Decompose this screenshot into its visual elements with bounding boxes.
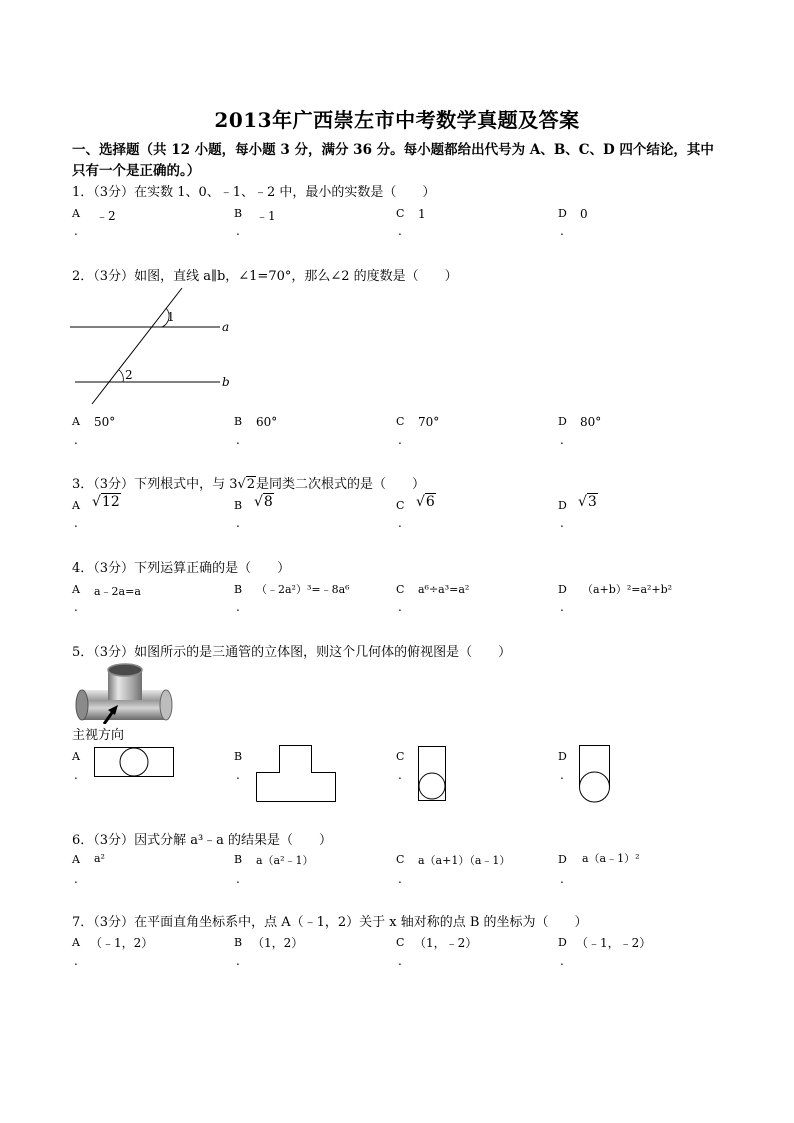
option-d-letter[interactable]: D: [558, 750, 567, 763]
radical-sign-icon: √: [237, 477, 246, 492]
question-4-stem: 下列运算正确的是（ ）: [134, 561, 291, 576]
option-b-letter[interactable]: B: [234, 750, 243, 763]
q2-option-c[interactable]: 70°: [418, 415, 440, 429]
question-5: 5．（3分）如图所示的是三通管的立体图，则这个几何体的俯视图是（ ）: [72, 645, 512, 660]
q3-option-c[interactable]: √6: [416, 494, 435, 510]
option-dot: .: [398, 516, 402, 530]
q4-option-d[interactable]: （a+b）²=a²+b²: [582, 583, 673, 596]
option-c-letter[interactable]: C: [396, 415, 405, 428]
tee-left-opening: [76, 690, 88, 720]
option-c-letter[interactable]: C: [396, 853, 405, 866]
option-a-letter[interactable]: A: [72, 499, 80, 512]
q3-option-d[interactable]: √3: [578, 494, 597, 510]
option-dot: .: [236, 224, 240, 238]
option-d-letter[interactable]: D: [558, 415, 567, 428]
option-dot: .: [74, 600, 78, 614]
question-3: 3．（3分）下列根式中，与 3√2是同类二次根式的是（ ）: [72, 477, 426, 492]
option-dot: .: [74, 954, 78, 968]
option-c-letter[interactable]: C: [396, 207, 405, 220]
question-5-stem: 如图所示的是三通管的立体图，则这个几何体的俯视图是（ ）: [134, 645, 512, 660]
q3-option-a[interactable]: √12: [92, 494, 120, 510]
q7-option-d[interactable]: （﹣1，﹣2）: [576, 936, 652, 950]
option-dot: .: [560, 954, 564, 968]
question-1: 1．（3分）在实数 1、0、﹣1、﹣2 中，最小的实数是（ ）: [72, 185, 436, 200]
option-dot: .: [398, 768, 402, 782]
option-c-letter[interactable]: C: [396, 583, 405, 596]
option-dot: .: [560, 600, 564, 614]
option-dot: .: [398, 433, 402, 447]
option-d-letter[interactable]: D: [558, 207, 567, 220]
q2-option-b[interactable]: 60°: [256, 415, 278, 429]
option-dot: .: [398, 872, 402, 886]
q7-option-a[interactable]: （﹣1，2）: [90, 936, 154, 950]
page-title: 2013年广西崇左市中考数学真题及答案: [214, 108, 580, 132]
tee-pipe-image: [74, 662, 174, 724]
option-dot: .: [560, 224, 564, 238]
angle-1-label: 1: [167, 310, 175, 324]
option-b-letter[interactable]: B: [234, 207, 243, 220]
tee-top-opening: [108, 664, 142, 676]
q1-option-a[interactable]: ﹣2: [96, 209, 116, 223]
q6-option-d[interactable]: a（a﹣1）²: [582, 852, 640, 865]
angle-2-arc: [119, 370, 123, 382]
option-dot: .: [74, 224, 78, 238]
option-a-letter[interactable]: A: [72, 853, 80, 866]
q1-option-b[interactable]: ﹣1: [256, 209, 276, 223]
option-dot: .: [236, 433, 240, 447]
q4-option-a[interactable]: a﹣2a=a: [94, 585, 141, 598]
option-a-letter[interactable]: A: [72, 583, 80, 596]
option-dot: .: [398, 600, 402, 614]
option-d-letter[interactable]: D: [558, 853, 567, 866]
q4-option-b[interactable]: （﹣2a²）³=﹣8a⁶: [256, 583, 350, 596]
option-dot: .: [236, 516, 240, 530]
option-dot: .: [236, 954, 240, 968]
option-c-letter[interactable]: C: [396, 936, 405, 949]
option-dot: .: [236, 600, 240, 614]
option-dot: .: [74, 516, 78, 530]
option-dot: .: [236, 872, 240, 886]
option-d-letter[interactable]: D: [558, 499, 567, 512]
option-b-letter[interactable]: B: [234, 936, 243, 949]
option-a-letter[interactable]: A: [72, 415, 80, 428]
line-b-label: b: [222, 375, 230, 389]
option-c-letter[interactable]: C: [396, 750, 405, 763]
angle-2-label: 2: [125, 368, 133, 382]
radical-sign-icon: √: [92, 494, 101, 510]
q7-option-b[interactable]: （1，2）: [252, 936, 304, 950]
view-direction-caption: 主视方向: [72, 728, 125, 743]
question-6: 6．（3分）因式分解 a³﹣a 的结果是（ ）: [72, 833, 333, 848]
question-1-stem: 在实数 1、0、﹣1、﹣2 中，最小的实数是（ ）: [134, 185, 436, 200]
transversal-line: [92, 288, 182, 404]
option-c-letter[interactable]: C: [396, 499, 405, 512]
q6-option-c[interactable]: a（a+1）（a﹣1）: [418, 854, 511, 867]
q7-option-c[interactable]: （1，﹣2）: [414, 936, 478, 950]
question-2: 2．（3分）如图，直线 a∥b，∠1=70°，那么∠2 的度数是（ ）: [72, 269, 458, 284]
option-a-letter[interactable]: A: [72, 750, 80, 763]
option-dot: .: [398, 954, 402, 968]
top-view-option-d[interactable]: [579, 745, 611, 803]
top-view-option-c[interactable]: [418, 746, 448, 802]
line-a-label: a: [222, 320, 230, 334]
radical-sign-icon: √: [254, 494, 263, 510]
option-b-letter[interactable]: B: [234, 853, 243, 866]
tee-right-opening: [160, 690, 172, 720]
q1-option-c[interactable]: 1: [418, 207, 426, 221]
question-2-stem: 如图，直线 a∥b，∠1=70°，那么∠2 的度数是（ ）: [134, 269, 458, 284]
q3-option-b[interactable]: √8: [254, 494, 273, 510]
radical-sign-icon: √: [578, 494, 587, 510]
top-view-option-a[interactable]: [94, 747, 174, 777]
question-6-stem: 因式分解 a³﹣a 的结果是（ ）: [134, 833, 333, 848]
q1-option-d[interactable]: 0: [580, 207, 588, 221]
option-dot: .: [74, 433, 78, 447]
option-a-letter[interactable]: A: [72, 207, 80, 220]
option-dot: .: [560, 516, 564, 530]
question-7: 7．（3分）在平面直角坐标系中，点 A（﹣1，2）关于 x 轴对称的点 B 的坐标为（ ）: [72, 915, 588, 930]
option-d-letter[interactable]: D: [558, 936, 567, 949]
q6-option-a[interactable]: a²: [94, 852, 105, 865]
question-4: 4．（3分）下列运算正确的是（ ）: [72, 561, 291, 576]
option-d-letter[interactable]: D: [558, 583, 567, 596]
q2-option-d[interactable]: 80°: [580, 415, 602, 429]
top-view-option-b[interactable]: [256, 745, 336, 802]
option-dot: .: [398, 224, 402, 238]
q6-option-b[interactable]: a（a²﹣1）: [256, 854, 314, 867]
option-a-letter[interactable]: A: [72, 936, 80, 949]
parallel-lines-figure: [70, 286, 240, 408]
option-dot: .: [74, 872, 78, 886]
option-dot: .: [560, 433, 564, 447]
option-b-letter[interactable]: B: [234, 415, 243, 428]
q2-option-a[interactable]: 50°: [94, 415, 116, 429]
option-b-letter[interactable]: B: [234, 499, 243, 512]
option-dot: .: [560, 768, 564, 782]
question-7-stem: 在平面直角坐标系中，点 A（﹣1，2）关于 x 轴对称的点 B 的坐标为（ ）: [134, 915, 588, 930]
section-heading: 一、选择题（共 12 小题，每小题 3 分，满分 36 分。每小题都给出代号为 A、B、C、D 四个结论，其中只有一个是正确的。）: [72, 142, 714, 179]
q4-option-c[interactable]: a⁶÷a³=a²: [418, 583, 470, 596]
radical-sign-icon: √: [416, 494, 425, 510]
option-b-letter[interactable]: B: [234, 583, 243, 596]
option-dot: .: [560, 872, 564, 886]
option-dot: .: [236, 768, 240, 782]
option-dot: .: [74, 768, 78, 782]
